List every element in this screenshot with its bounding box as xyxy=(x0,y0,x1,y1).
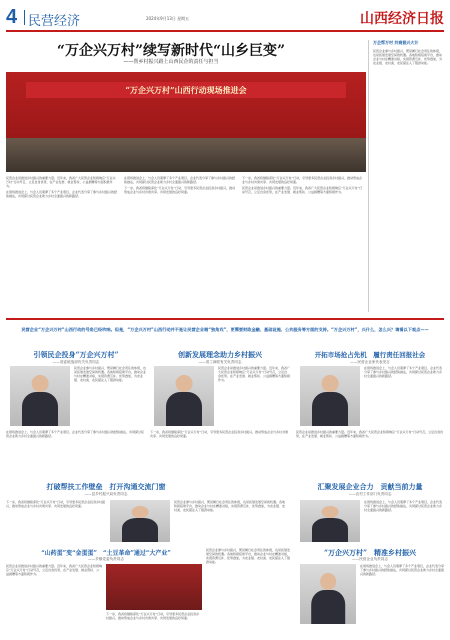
portrait-photo xyxy=(10,366,70,426)
article-text: 民营企业参与乡村振兴，既是履行社会责任的体现，也是拓展发展空间的机遇。各地积极搭建平台，推动企业与村庄精准对接，实现资源互补、优势叠加，为农业强、农村美、农民富注入了强劲动能。 xyxy=(174,500,286,513)
main-headline: “万企兴万村”续写新时代“山乡巨变” xyxy=(56,43,286,59)
section-heading: 汇聚发展企业合力 贡献当前力量 xyxy=(317,482,423,491)
section-heading: 引领民企投身“万企兴万村” xyxy=(33,350,119,359)
article-text: 民营企业参与乡村振兴，既是履行社会责任的体现，也是拓展发展空间的机遇。各地积极搭建平台，推动企业与村庄精准对接，实现资源互补、优势叠加，为农业强、农村美、农民富注入了强劲动能。 xyxy=(206,548,290,565)
section-heading: 开拓市场抢占先机 履行责任回报社会 xyxy=(314,351,426,359)
section-byline: ——民营企业家代表发言 xyxy=(350,360,390,364)
portrait-photo xyxy=(110,500,170,542)
section-byline: ——省委统战部有关负责同志 xyxy=(52,360,100,364)
conference-photo xyxy=(6,72,366,172)
portrait-photo xyxy=(300,500,360,542)
section-heading: 打破帮扶工作壁垒 打开沟通交流门窗 xyxy=(46,482,166,491)
main-paragraph: 下一步，我省将继续深化“万企兴万村”行动，引导更多民营企业投身乡村振兴，推动形成企业与乡村共建共享、共同发展的良好局面。 xyxy=(124,186,236,195)
main-column-1 xyxy=(6,176,118,314)
meeting-photo xyxy=(106,564,202,610)
main-column-3 xyxy=(242,176,364,314)
portrait-photo xyxy=(154,366,214,426)
section-divider xyxy=(6,318,444,320)
article-text: 民营企业参与乡村振兴，既是履行社会责任的体现，也是拓展发展空间的机遇。各地积极搭建平台，推动企业与村庄精准对接，实现资源互补、优势叠加，为农业强、农村美、农民富注入了强劲动能。 xyxy=(74,366,146,383)
main-column-2 xyxy=(124,176,236,314)
article-text: 在现场推进会上，与会人员观摩了多个产业项目，企业代表分享了参与乡村振兴的经验做法，共同探讨民营企业助力乡村全面振兴的新路径。 xyxy=(364,366,443,379)
main-paragraph: 下一步，我省将继续深化“万企兴万村”行动，引导更多民营企业投身乡村振兴，推动形成企业与乡村共建共享、共同发展的良好局面。 xyxy=(242,176,363,185)
portrait-photo xyxy=(300,564,356,624)
article-text: 在现场推进会上，与会人员观摩了多个产业项目，企业代表分享了参与乡村振兴的经验做法，共同探讨民营企业助力乡村全面振兴的新路径。 xyxy=(6,430,145,439)
masthead-divider xyxy=(24,10,25,25)
article-text: 下一步，我省将继续深化“万企兴万村”行动，引导更多民营企业投身乡村振兴，推动形成企业与乡村共建共享、共同发展的良好局面。 xyxy=(150,430,289,439)
section-byline: ——县乡村振兴局负责同志 xyxy=(84,492,128,496)
main-paragraph: 民营企业是推进乡村振兴的重要力量。近年来，我省广大民营企业积极响应“万企兴万村”行动号召，立足自身优势，在产业发展、就业帮扶、公益捐赠等方面积极作为。 xyxy=(6,176,116,189)
article-text: 民营企业是推进乡村振兴的重要力量。近年来，我省广大民营企业积极响应“万企兴万村”行动号召，立足自身优势，在产业发展、就业帮扶、公益捐赠等方面积极作为。 xyxy=(218,366,290,383)
issue-date: 2024年9月13日 星期五 xyxy=(146,16,190,21)
page-number: 4 xyxy=(6,6,18,28)
article-text: 在现场推进会上，与会人员观摩了多个产业项目，企业代表分享了参与乡村振兴的经验做法，共同探讨民营企业助力乡村全面振兴的新路径。 xyxy=(360,564,444,577)
section-heading: “万企兴万村” 精准乡村振兴 xyxy=(323,548,417,557)
main-subhead: ——帮乡村振兴路上山西民企的责任与担当 xyxy=(123,59,219,65)
section-byline: ——农村工作部门负责同志 xyxy=(348,492,392,496)
section-byline: ——乡镇党委负责同志 xyxy=(88,557,124,561)
sidebar-article xyxy=(368,40,444,312)
intro-paragraph: 民营企业“万企兴万村”山西行动的号角已经吹响。但是，“万企兴万村”山西行动并不是让民营企业唱“独角戏”，更需要财政金融、基础设施、公共服务等方面的支持。“万企兴万村”，兴什么，怎么兴？请看以下观点—— xyxy=(21,327,429,332)
portrait-photo xyxy=(300,366,360,426)
section-heading: 创新发展理念助力乡村振兴 xyxy=(178,350,262,359)
article-text: 在现场推进会上，与会人员观摩了多个产业项目，企业代表分享了参与乡村振兴的经验做法，共同探讨民营企业助力乡村全面振兴的新路径。 xyxy=(364,500,443,513)
section-byline: ——民营企业负责同志 xyxy=(352,557,388,561)
main-paragraph: 在现场推进会上，与会人员观摩了多个产业项目，企业代表分享了参与乡村振兴的经验做法，共同探讨民营企业助力乡村全面振兴的新路径。 xyxy=(124,176,236,185)
sidebar-body: 民营企业参与乡村振兴，既是履行社会责任的体现，也是拓展发展空间的机遇。各地积极搭建平台，推动企业与村庄精准对接，实现资源互补、优势叠加，为农业强、农村美、农民富注入了强劲动能。 xyxy=(373,49,443,66)
sidebar-title: 万企帮万村 共商振兴大计 xyxy=(373,40,419,45)
article-text: 下一步，我省将继续深化“万企兴万村”行动，引导更多民营企业投身乡村振兴，推动形成企业与乡村共建共享、共同发展的良好局面。 xyxy=(106,612,200,621)
paper-logo: 山西经济日报 xyxy=(360,11,444,27)
section-byline: ——省工商联有关负责同志 xyxy=(198,360,242,364)
article-text: 下一步，我省将继续深化“万企兴万村”行动，引导更多民营企业投身乡村振兴，推动形成企业与乡村共建共享、共同发展的良好局面。 xyxy=(6,500,106,509)
section-heading: “山药蛋”变“金蛋蛋” “土豆革命”通过“大产业” xyxy=(41,550,171,557)
conference-banner: “万企兴万村”山西行动现场推进会 xyxy=(26,82,346,98)
audience xyxy=(6,138,366,172)
main-paragraph: 民营企业是推进乡村振兴的重要力量。近年来，我省广大民营企业积极响应“万企兴万村”行动号召，立足自身优势，在产业发展、就业帮扶、公益捐赠等方面积极作为。 xyxy=(242,186,363,195)
article-text: 民营企业是推进乡村振兴的重要力量。近年来，我省广大民营企业积极响应“万企兴万村”行动号召，立足自身优势，在产业发展、就业帮扶、公益捐赠等方面积极作为。 xyxy=(296,430,444,439)
section-name: 民营经济 xyxy=(28,14,81,29)
masthead xyxy=(6,6,444,32)
main-paragraph: 在现场推进会上，与会人员观摩了多个产业项目，企业代表分享了参与乡村振兴的经验做法，共同探讨民营企业助力乡村全面振兴的新路径。 xyxy=(6,190,118,199)
article-text: 民营企业是推进乡村振兴的重要力量。近年来，我省广大民营企业积极响应“万企兴万村”行动号召，立足自身优势，在产业发展、就业帮扶、公益捐赠等方面积极作为。 xyxy=(6,564,102,577)
